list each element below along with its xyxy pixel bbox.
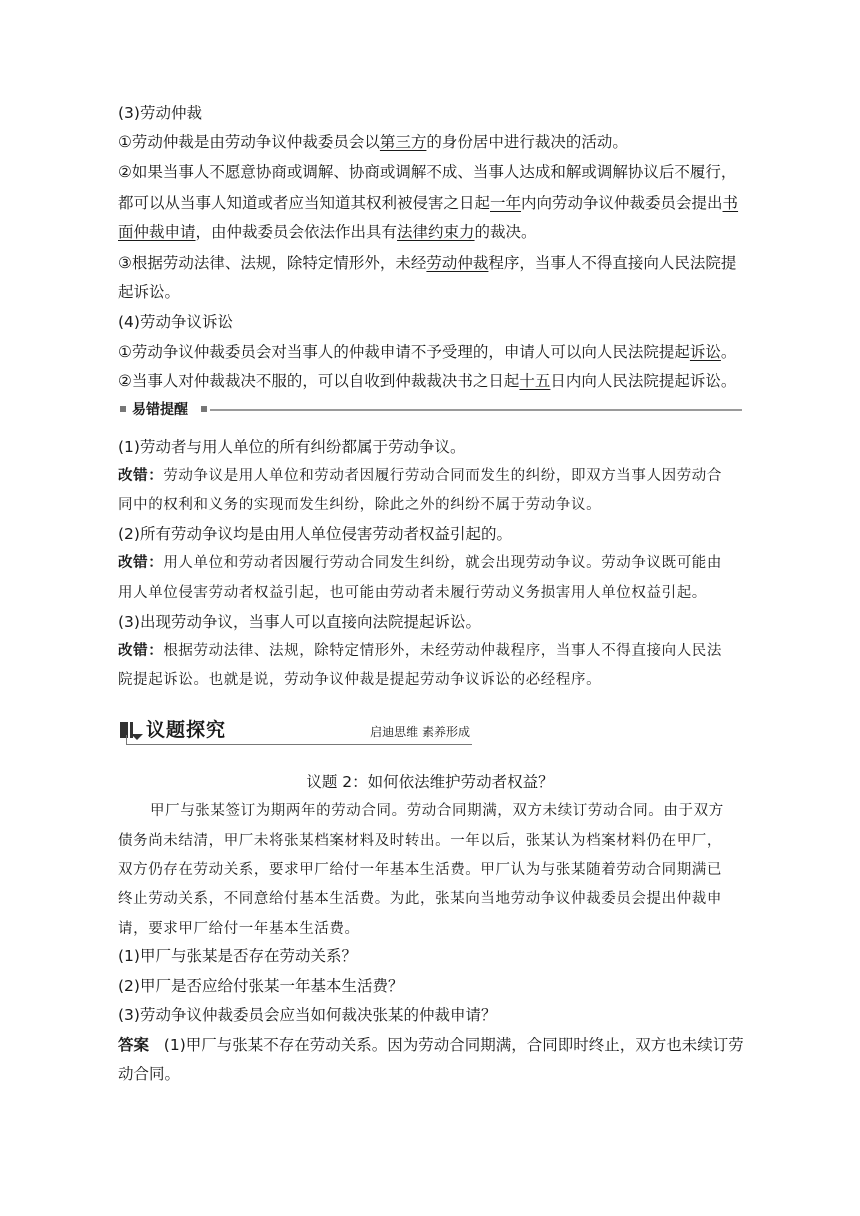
section-title: 议题探究 [146,719,227,741]
paragraph [118,132,742,152]
correction: 用人单位侵害劳动者权益引起，也可能由劳动者未履行劳动义务损害用人单位权益引起。 [118,585,707,601]
square-bullet-icon [201,406,207,412]
correction: 同中的权利和义务的实现而发生纠纷，除此之外的纠纷不属于劳动争议。 [118,497,602,513]
correction-label: 改错： [118,554,164,571]
text: ①劳动仲裁是由劳动争议仲裁委员会以 [118,133,380,151]
paragraph: 起诉讼。 [118,283,181,301]
text: ③根据劳动法律、法规，除特定情形外，未经 [118,254,427,272]
square-bullet-icon [120,406,126,412]
correction-label: 改错： [118,467,164,484]
paragraph: ②如果当事人不愿意协商或调解、协商或调解不成、当事人达成和解或调解协议后不履行， [118,163,737,181]
text: 。 [720,343,737,361]
corner-rule [126,735,127,745]
underlined-term: 法律约束力 [397,223,475,241]
text: 根据劳动法律、法规，除特定情形外，未经劳动仲裁程序，当事人不得直接向人民法 [163,643,723,659]
answer: 动合同。 [118,1065,181,1083]
error-reminder-banner [118,401,742,419]
underlined-term: 劳动仲裁 [426,254,489,272]
text: (1)甲厂与张某不存在劳动关系。因为劳动合同期满，合同即时终止，双方也未续订劳 [163,1036,744,1054]
text: 用人单位和劳动者因履行劳动合同发生纠纷，就会出现劳动争议。劳动争议既可能由 [163,555,723,571]
section-header-explore [118,718,472,746]
correction: 院提起诉讼。也就是说，劳动争议仲裁是提起劳动争议诉讼的必经程序。 [118,672,602,688]
paragraph [118,253,742,273]
case-paragraph: 债务尚未结清，甲厂未将张某档案材料及时转出。一年以后，张某认为档案材料仍在甲厂， [118,833,722,849]
text: 的身份居中进行裁决的活动。 [426,133,628,151]
case-paragraph: 双方仍存在劳动关系，要求甲厂给付一年基本生活费。甲厂认为与张某随着劳动合同期满已 [118,862,722,878]
answer [118,1035,742,1055]
heading-labor-litigation: (4)劳动争议诉讼 [118,313,233,331]
correction [118,553,742,573]
underlined-term: 十五 [519,372,551,390]
question: (2)甲厂是否应给付张某一年基本生活费？ [118,977,404,995]
paragraph [118,371,742,391]
error-statement: (2)所有劳动争议均是由用人单位侵害劳动者权益引起的。 [118,525,512,543]
question: (1)甲厂与张某是否存在劳动关系？ [118,947,357,965]
paragraph [118,193,742,213]
heading-labor-arbitration: (3)劳动仲裁 [118,104,202,122]
text: 程序，当事人不得直接向人民法院提 [488,254,737,272]
text: 日内向人民法院提起诉讼。 [550,372,737,390]
underlined-term: 面仲裁申请 [118,223,196,241]
underlined-term: 诉讼 [689,343,721,361]
underlined-term: 一年 [490,194,522,212]
case-paragraph: 甲厂与张某签订为期两年的劳动合同。劳动合同期满，双方未续订劳动合同。由于双方 [150,803,724,819]
correction [118,641,742,661]
error-statement: (3)出现劳动争议，当事人可以直接向法院提起诉讼。 [118,613,481,631]
error-statement: (1)劳动者与用人单位的所有纠纷都属于劳动争议。 [118,438,466,456]
paragraph [118,342,742,362]
text: ②当事人对仲裁裁决不服的，可以自收到仲裁裁决书之日起 [118,372,520,390]
correction [118,466,742,486]
case-paragraph: 终止劳动关系，不同意给付基本生活费。为此，张某向当地劳动争议仲裁委员会提出仲裁申 [118,891,722,907]
text: ，由仲裁委员会依法作出具有 [195,223,398,241]
answer-label: 答案 [118,1036,150,1054]
underline-rule [126,744,472,745]
topic-title: 议题 2：如何依法维护劳动者权益？ [306,773,554,791]
underlined-term: 第三方 [379,133,427,151]
underlined-term: 书 [722,194,739,212]
divider [210,409,742,411]
paragraph [118,222,742,242]
text: 的裁决。 [474,223,537,241]
pencil-tip-icon [131,734,143,740]
text: 都可以从当事人知道或者应当知道其权利被侵害之日起 [118,194,491,212]
text: 劳动争议是用人单位和劳动者因履行劳动合同而发生的纠纷，即双方当事人因劳动合 [163,468,723,484]
section-subtitle: 启迪思维 素养形成 [370,725,470,739]
question: (3)劳动争议仲裁委员会应当如何裁决张某的仲裁申请？ [118,1006,497,1024]
case-paragraph: 请，要求甲厂给付一年基本生活费。 [118,921,360,937]
text: ①劳动争议仲裁委员会对当事人的仲裁申请不予受理的，申请人可以向人民法院提起 [118,343,690,361]
text: 内向劳动争议仲裁委员会提出 [521,194,723,212]
banner-label: 易错提醒 [132,402,188,418]
correction-label: 改错： [118,642,164,659]
